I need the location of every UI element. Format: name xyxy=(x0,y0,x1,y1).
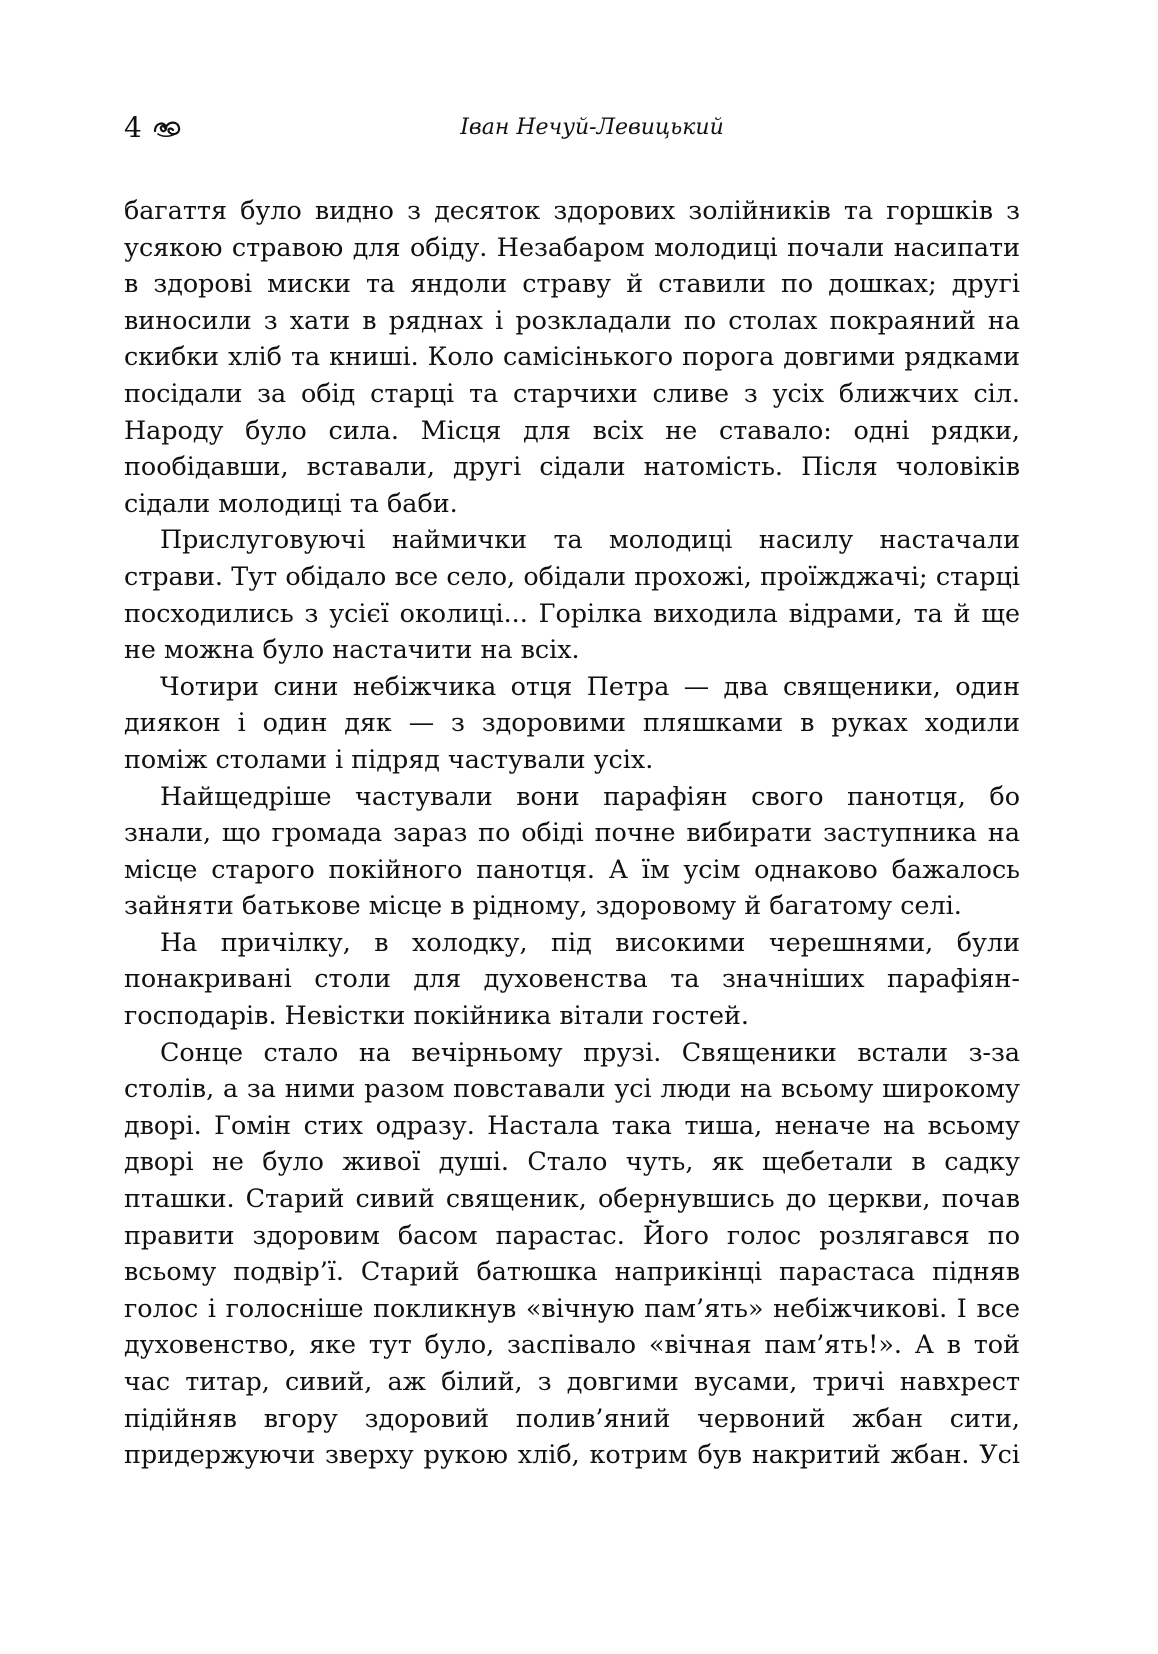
paragraph: На причілку, в холодку, під високими черешнями, були понакривані столи для духовенства та значніших парафіян-господарів. Невістки покійника вітали гостей. xyxy=(124,926,1020,1031)
paragraph: багаття було видно з десяток здорових золійників та горшків з усякою стравою для обіду. Незабаром молодиці почали насипати в здорові миски та яндоли страву й ставили по дошках; другі виносили з хати в ряднах і розкладали по столах покраяний на скибки хліб та книші. Коло самісінького порога довгими рядками посідали за обід старці та старчихи сливе з усіх ближчих сіл. Народу було сила. Місця для всіх не ставало: одні рядки, пообідавши, вставали, другі сідали натомість. Після чоловіків сідали молодиці та баби. xyxy=(124,195,1020,518)
page-number: 4 xyxy=(124,111,142,144)
page-header xyxy=(124,108,1020,148)
paragraph: Чотири сини небіжчика отця Петра — два священики, один диякон і один дяк — з здоровими пляшками в руках ходили поміж столами і підряд частували усіх. xyxy=(124,670,1020,774)
paragraph: Прислуговуючі наймички та молодиці насилу настачали страви. Тут обідало все село, обідали прохожі, проїжджачі; старці посходились з усієї околиці... Горілка виходила відрами, та й ще не можна було настачити на всіх. xyxy=(124,524,1020,665)
paragraph: Найщедріше частували вони парафіян свого панотця, бо знали, що громада зараз по обіді почне вибирати заступника на місце старого покійного панотця. А їм усім однаково бажалось зайняти батькове місце в рідному, здоровому й багатому селі. xyxy=(124,780,1020,921)
running-title: Іван Нечуй-Левицький xyxy=(460,115,724,140)
paragraph: Сонце стало на вечірньому прузі. Священики встали з-за столів, а за ними разом повставали усі люди на всьому широкому дворі. Гомін стих одразу. Настала така тиша, неначе на всьому дворі не було живої душі. Стало чуть, як щебетали в садку пташки. Старий сивий священик, обернувшись до церкви, почав правити здоровим басом парастас. Його голос розлягався по всьому подвір’ї. Старий батюшка наприкінці парастаса підняв голос і голосніше покликнув «вічную пам’ять» небіжчикові. І все духовенство, яке тут було, заспівало «вічная пам’ять!». А в той час титар, сивий, аж білий, з довгими вусами, тричі навхрест підійняв вгору здоровий полив’яний червоний жбан сити, придержуючи зверху рукою хліб, котрим був накритий жбан. Усі xyxy=(124,1036,1020,1470)
body-text xyxy=(124,192,1020,1473)
